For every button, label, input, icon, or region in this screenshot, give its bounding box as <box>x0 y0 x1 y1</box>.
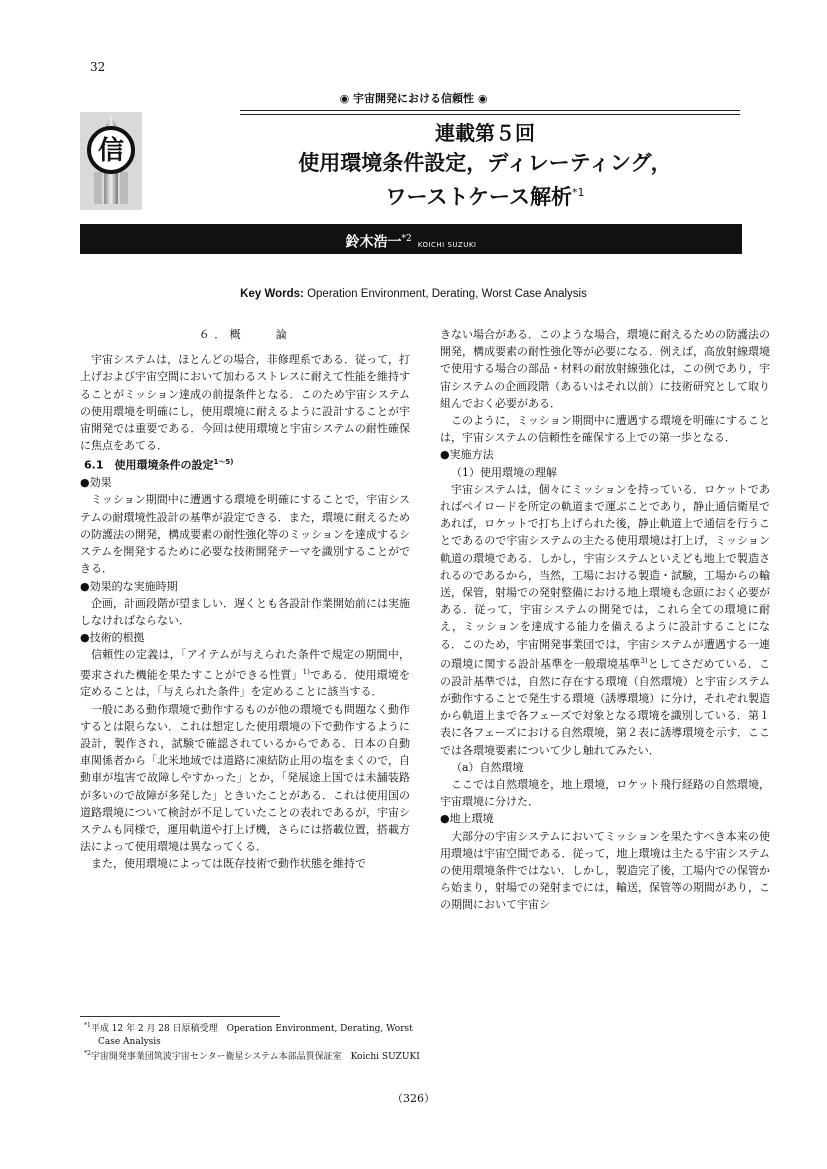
header-rule-thin <box>240 114 740 115</box>
page-number: 32 <box>90 60 106 74</box>
title-series-number: 連載第５回 <box>435 121 535 145</box>
sub-heading: （1）使用環境の理解 <box>451 465 557 479</box>
paragraph: 宇宙システムは，個々にミッションを持っている．ロケットであればペイロードを所定の軌道まで運ぶことであり，静止通信衛星であれば，ロケットで打ち上げられた後，静止軌道上で通信を行うことであるので宇宙システムの主たる使用環境は打上げ，ミッション軌道の環境である．しかし，宇宙システムといえども地上で製造されるのであるから，当然，工場における製造・試験，工場からの輸送，保管，射場での発射整備における地上環境も念頭におく必要がある．従って，宇宙システムの開発では，これら全ての環境に耐え，ミッションを達成する能力を備えるように設計することになる．このため，宇宙開発事業団では，宇宙システムが遭遇する一連の環境に関する設計基準を一般環境基準$^{3)}$としてさだめている．この設計基準では，自然に存在する環境（自然環境）と宇宙システムが動作することで発生する環境（誘導環境）に分け，それぞれ製造から軌道上まで各フェーズで対象となる環境を識別している．第１表に各フェーズにおける自然環境，第２表に誘導環境を示す．ここでは各環境要素について少し触れてみたい． <box>440 482 771 757</box>
paragraph: ここでは自然環境を，地上環境，ロケット飛行経路の自然環境，宇宙環境に分けた． <box>440 777 770 809</box>
svg-text:信: 信 <box>97 136 125 166</box>
subsection-heading: 6.1 使用環境条件の設定$^{1〜5)}$ <box>84 458 234 473</box>
header-rule <box>240 110 740 111</box>
bullet-heading: ●効果的な実施時期 <box>80 579 178 593</box>
journal-page-number: （326） <box>392 1092 435 1105</box>
author-bar: 鈴木浩一$^{*2}$KOICHI SUZUKI <box>80 224 742 254</box>
right-column <box>440 326 770 914</box>
footnote-rule <box>80 1016 280 1017</box>
footnote-2: $^{*2}$宇宙開発事業団筑波宇宙センター衛星システム本部品質保証室 Koichi SUZUKI <box>84 1050 420 1062</box>
paragraph: 信頼性の定義は，「アイテムが与えられた条件で規定の期間中，要求された機能を果たすことができる性質」$^{1)}$である．使用環境を定めることは，「与えられた条件」を定めることに該当する． <box>80 648 411 699</box>
bullet-heading: ●地上環境 <box>440 812 494 826</box>
keywords: Key Words: Operation Environment, Derating, Worst Case Analysis <box>240 288 587 300</box>
bullet-heading: ●効果 <box>80 476 112 490</box>
paragraph: また，使用環境によっては既存技術で動作状態を維持で <box>91 857 366 871</box>
series-logo <box>80 112 142 210</box>
sub-heading: （a）自然環境 <box>451 760 524 774</box>
paragraph: 大部分の宇宙システムにおいてミッションを果たすべき本来の使用環境は宇宙空間である．従って，地上環境は主たる宇宙システムの使用環境条件ではない．しかし，製造完了後，工場内での保管から始まり，射場での発射までには，輸送，保管等の期間があり，この期間において宇宙シ <box>440 829 770 912</box>
series-title: ◉ 宇宙開発における信頼性 ◉ <box>339 92 488 105</box>
bullet-heading: ●技術的根拠 <box>80 631 145 645</box>
rocket-logo-icon <box>80 112 142 210</box>
footnote-1: $^{*1}$平成 12 年 2 月 28 日原稿受理 Operation Environment, Derating, Worst Case Analysis <box>84 1022 413 1047</box>
title-line-1: 使用環境条件設定，ディレーティング， <box>298 151 672 175</box>
paragraph: ミッション期間中に遭遇する環境を明確にすることで，宇宙システムの耐環境性設計の基準が設定できる．また，環境に耐えるための防護法の開発，構成要素の耐性強化等のミッションを達成するシステムを開発するために必要な技術開発テーマを識別することができる． <box>80 493 410 576</box>
article-title <box>230 118 740 212</box>
paragraph: 一般にある動作環境で動作するものが他の環境でも問題なく動作するとは限らない．これは想定した使用環境の下で動作するように設計，製作され，試験で確認されているからである．日本の自動車関係者から「北米地域では道路に凍結防止用の塩をまくので，自動車が塩害で故障しやすかった」とか，「発展途上国では未舗装路が多いので故障が多発した」ときいたことがある．これは使用国の道路環境について検討が不足していたことの表れであるが，宇宙システムも同様で，運用軌道や打上げ機，さらには搭載位置，搭載方法によって使用環境は異なってくる． <box>80 702 410 854</box>
bullet-heading: ●実施方法 <box>440 448 494 462</box>
author-romaji: KOICHI SUZUKI <box>417 240 477 249</box>
paragraph: 企画，計画段階が望ましい．遅くとも各設計作業開始前には実施しなければならない． <box>80 596 410 627</box>
section-heading: ６．概 論 <box>198 328 292 341</box>
title-line-2: ワーストケース解析$^{*1}$ <box>385 185 585 209</box>
paragraph: きない場合がある．このような場合，環境に耐えるための防護法の開発，構成要素の耐性強化等が必要になる．例えば，高放射線環境で使用する場合の部品・材料の耐放射線強化は，この例であり，宇宙システムの企画段階（あるいはそれ以前）に技術研究として取り組んでおく必要がある． <box>440 328 770 410</box>
footnotes <box>80 1020 420 1064</box>
left-column <box>80 326 410 873</box>
paragraph: このように，ミッション期間中に遭遇する環境を明確にすることは，宇宙システムの信頼性を確保する上での第一歩となる． <box>440 414 770 445</box>
paragraph: 宇宙システムは，ほとんどの場合，非修理系である．従って，打上げおよび宇宙空間において加わるストレスに耐えて性能を維持することがミッション達成の前提条件となる．このため宇宙システムの使用環境を明確にし，使用環境に耐えるように設計することが宇宙開発では重要である．今回は使用環境と宇宙システムの耐性確保に焦点をあてる． <box>80 353 410 453</box>
author-name: 鈴木浩一 <box>345 234 402 251</box>
